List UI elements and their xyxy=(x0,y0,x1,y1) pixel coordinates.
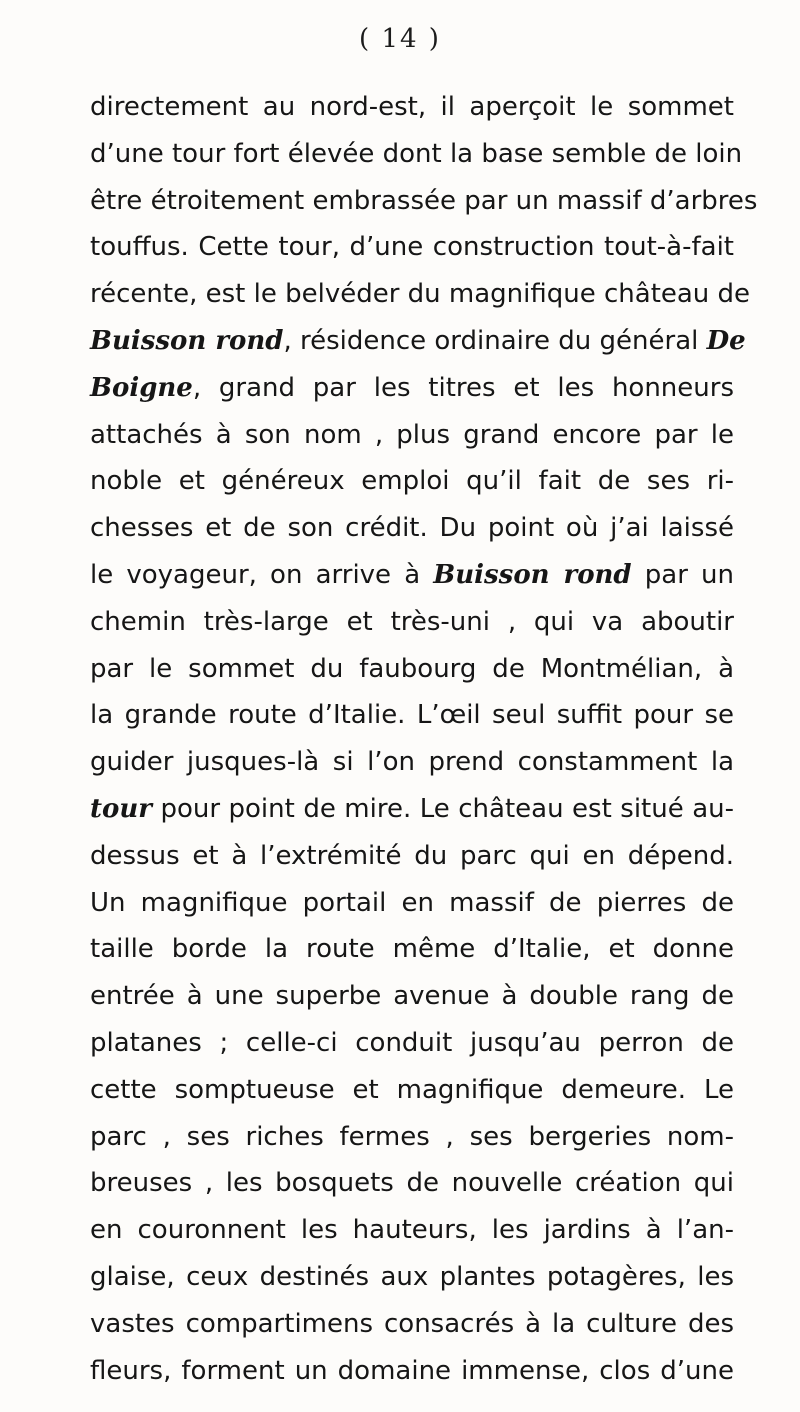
text-line xyxy=(90,131,743,178)
text-line xyxy=(90,1020,734,1067)
text-segment: taille borde la route même d’Italie, et donne xyxy=(90,934,734,965)
text-line xyxy=(90,458,734,505)
text-line xyxy=(90,1301,734,1348)
text-segment: chemin très-large et très-uni , qui va aboutir xyxy=(90,606,734,637)
text-segment: dessus et à l’extrémité du parc qui en dépend. xyxy=(90,840,734,871)
text-segment: la grande route d’Italie. L’œil seul suffit pour se xyxy=(90,700,734,731)
text-line xyxy=(90,1348,734,1395)
text-segment: , grand par les titres et les honneurs xyxy=(192,372,734,403)
text-line xyxy=(90,552,734,599)
italic-text: Buisson rond xyxy=(433,559,632,590)
text-line xyxy=(90,646,734,693)
text-segment: le voyageur, on arrive à xyxy=(90,559,434,590)
text-segment: vastes compartimens consacrés à la culture des xyxy=(90,1308,734,1339)
text-segment: glaise, ceux destinés aux plantes potagères, les xyxy=(90,1261,734,1292)
text-line xyxy=(90,365,734,412)
text-line xyxy=(90,1254,734,1301)
text-line xyxy=(90,1067,734,1114)
italic-text: De xyxy=(706,325,746,356)
text-segment: Un magnifique portail en massif de pierres de xyxy=(90,887,734,918)
italic-text: Boigne xyxy=(90,372,193,403)
text-segment: d’une tour fort élevée dont la base semble de loin xyxy=(90,138,743,169)
text-segment: attachés à son nom , plus grand encore par le xyxy=(90,419,734,450)
page-number: ( 14 ) xyxy=(359,24,441,54)
text-line xyxy=(90,973,734,1020)
text-line xyxy=(90,880,734,927)
text-line xyxy=(90,599,734,646)
text-segment: entrée à une superbe avenue à double rang de xyxy=(90,981,734,1012)
text-segment: par le sommet du faubourg de Montmélian, à xyxy=(90,653,734,684)
text-segment: pour point de mire. Le château est situé au- xyxy=(151,793,734,824)
text-line xyxy=(90,786,734,833)
text-segment: touffus. Cette tour, d’une construction tout-à-fait xyxy=(90,232,734,263)
text-segment: récente, est le belvéder du magnifique château de xyxy=(90,279,751,310)
text-line xyxy=(90,692,734,739)
text-line xyxy=(90,178,758,225)
italic-text: tour xyxy=(90,793,152,824)
text-segment: cette somptueuse et magnifique demeure. Le xyxy=(90,1074,734,1105)
text-segment: guider jusques-là si l’on prend constamment la xyxy=(90,747,734,778)
text-segment: par un xyxy=(631,559,734,590)
text-segment: fleurs, forment un domaine immense, clos d’une xyxy=(90,1355,734,1386)
text-line xyxy=(90,739,734,786)
text-segment: parc , ses riches fermes , ses bergeries nom- xyxy=(90,1121,734,1152)
body-text xyxy=(90,84,758,1394)
text-segment: platanes ; celle-ci conduit jusqu’au perron de xyxy=(90,1027,734,1058)
italic-text: Buisson rond xyxy=(90,325,284,356)
text-segment: noble et généreux emploi qu’il fait de ses ri- xyxy=(90,466,734,497)
text-line xyxy=(90,833,734,880)
text-line xyxy=(90,318,746,365)
text-line xyxy=(90,1114,734,1161)
text-line xyxy=(90,412,734,459)
text-line xyxy=(90,84,734,131)
text-segment: en couronnent les hauteurs, les jardins à l’an- xyxy=(90,1215,734,1246)
text-line xyxy=(90,505,734,552)
text-segment: breuses , les bosquets de nouvelle création qui xyxy=(90,1168,734,1199)
text-line xyxy=(90,1160,734,1207)
text-segment: directement au nord-est, il aperçoit le sommet xyxy=(90,92,734,122)
text-segment: , résidence ordinaire du général xyxy=(283,325,707,356)
text-segment: chesses et de son crédit. Du point où j’ai laissé xyxy=(90,513,734,544)
text-line xyxy=(90,271,751,318)
text-line xyxy=(90,926,734,973)
text-segment: être étroitement embrassée par un massif d’arbres xyxy=(90,185,758,216)
text-line xyxy=(90,224,734,271)
text-line xyxy=(90,1207,734,1254)
